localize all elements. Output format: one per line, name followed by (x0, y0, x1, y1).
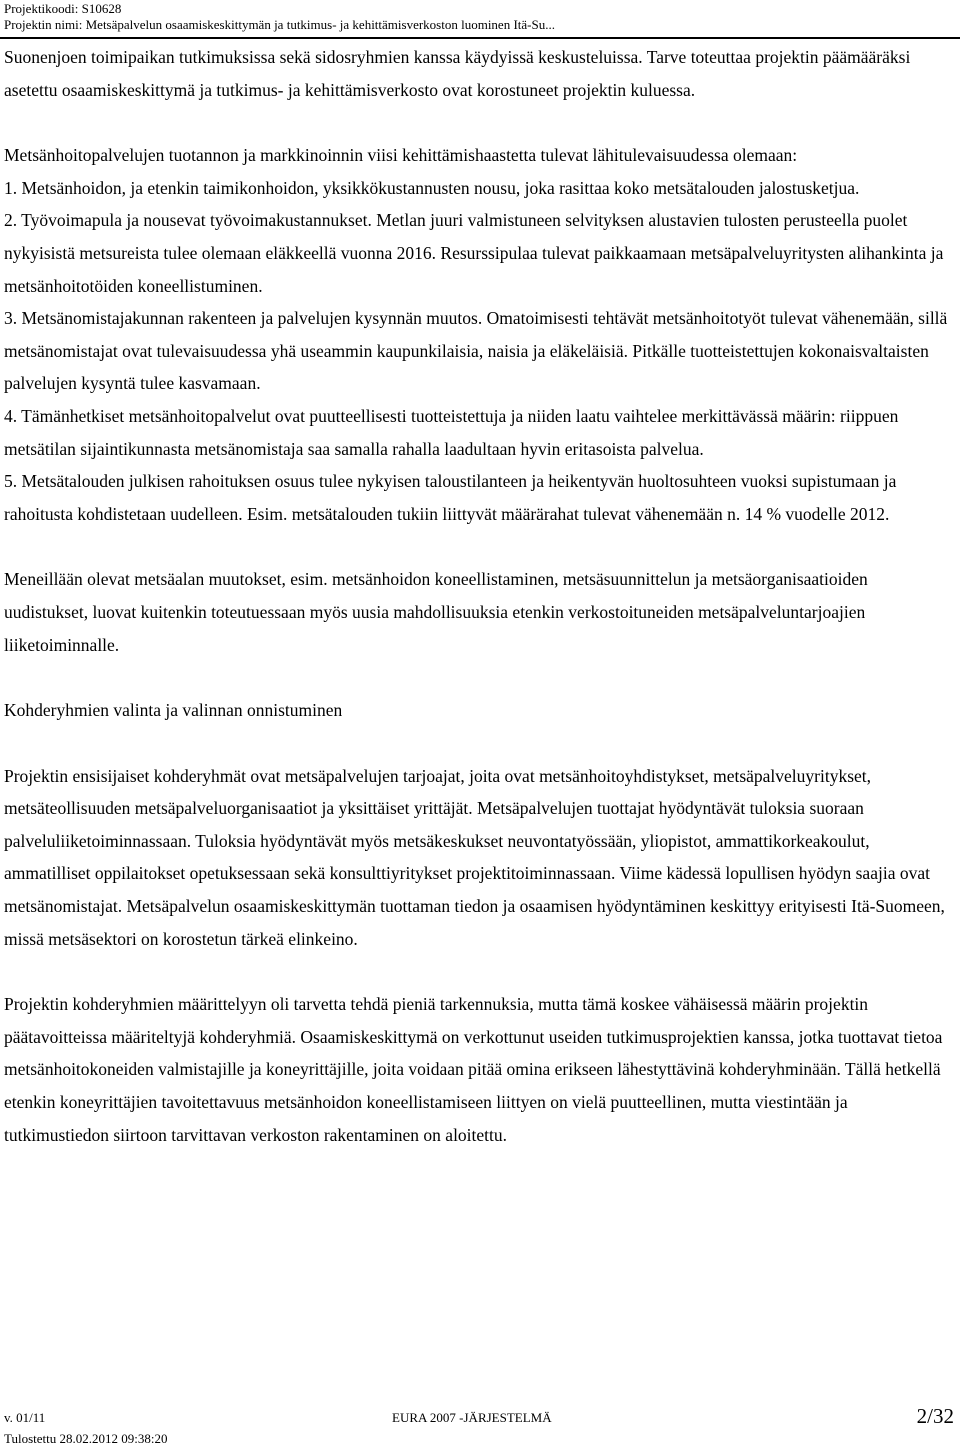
paragraph-target-groups: Projektin ensisijaiset kohderyhmät ovat metsäpalvelujen tarjoajat, joita ovat metsänhoitoyhdistykset, metsäpalveluyritykset, metsäteollisuuden metsäpalveluorganisaatiot ja yksittäiset yrittäjät. Metsäpalvelujen tuottajat hyödyntävät tuloksia suoraan palveluliiketoiminnassaan. Tuloksia hyödyntävät myös metsäkeskukset neuvontatyössään, yliopistot, ammattikorkeakoulut, ammatilliset oppilaitokset opetuksessaan sekä konsulttiyritykset projektitoiminnassaan. Viime kädessä lopullisen hyödyn saajia ovat metsänomistajat. Metsäpalvelun osaamiskeskittymän tuottaman tiedon ja osaamisen hyödyntäminen keskittyy erityisesti Itä-Suomeen, missä metsäsektori on korostetun tärkeä elinkeino. (4, 765, 945, 949)
list-item-challenge-4: 4. Tämänhetkiset metsänhoitopalvelut ovat puutteellisesti tuotteistettuja ja niiden laatu vaihtelee merkittävässä määrin: riippuen metsätilan sijaintikunnasta metsänomistaja saa samalla rahalla laadultaan hyvin eritasoista palvelua. (4, 405, 899, 459)
document-body (4, 41, 956, 1151)
list-item-challenge-5: 5. Metsätalouden julkisen rahoituksen osuus tulee nykyisen taloustilanteen ja heikentyvän huoltosuhteen vuoksi supistumaan ja rahoitusta kohdistetaan uudelleen. Esim. metsätalouden tukiin liittyvät määrärahat tulevat vähenemään n. 14 % vuodelle 2012. (4, 471, 897, 524)
list-item-challenge-2: 2. Työvoimapula ja nousevat työvoimakustannukset. Metlan juuri valmistuneen selvityksen alustavien tulosten perusteella puolet nykyisistä metsureista tulee olemaan eläkkeellä vuonna 2016. Resurssipulaa tulevat paikkaamaan metsäpalveluyritysten alihankinta ja metsänhoitotöiden koneellistuminen. (4, 210, 944, 296)
section-heading: Kohderyhmien valinta ja valinnan onnistuminen (4, 700, 343, 721)
paragraph-changes: Meneillään olevat metsäalan muutokset, esim. metsänhoidon koneellistaminen, metsäsuunnittelun ja metsäorganisaatioiden uudistukset, luovat kuitenkin toteutuessaan myös uusia mahdollisuuksia etenkin verkostoituneiden metsäpalveluntarjoajien liiketoiminnalle. (4, 569, 868, 655)
list-item-challenge-1: 1. Metsänhoidon, ja etenkin taimikonhoidon, yksikkökustannusten nousu, joka rasittaa koko metsätalouden jalostusketjua. (4, 177, 860, 198)
print-timestamp: Tulostettu 28.02.2012 09:38:20 (4, 1431, 168, 1446)
version-label: v. 01/11 (4, 1410, 46, 1425)
paragraph-intro: Suonenjoen toimipaikan tutkimuksissa sekä sidosryhmien kanssa käydyissä keskusteluissa. Tarve toteuttaa projektin päämääräksi asetettu osaamiskeskittymä ja tutkimus- ja kehittämisverkosto ovat korostuneet projektin kuluessa. (4, 47, 911, 100)
project-name: Projektin nimi: Metsäpalvelun osaamiskeskittymän ja tutkimus- ja kehittämisverkoston luominen Itä-Su... (4, 17, 555, 32)
page-footer (0, 1404, 960, 1449)
page-header (4, 1, 956, 33)
system-name: EURA 2007 -JÄRJESTELMÄ (392, 1410, 552, 1425)
project-code: Projektikoodi: S10628 (4, 1, 122, 16)
paragraph-challenges-intro: Metsänhoitopalvelujen tuotannon ja markkinoinnin viisi kehittämishaastetta tulevat lähitulevaisuudessa olemaan: (4, 145, 798, 166)
header-divider (0, 37, 960, 39)
paragraph-target-refinement: Projektin kohderyhmien määrittelyyn oli tarvetta tehdä pieniä tarkennuksia, mutta tämä koskee vähäisessä määrin projektin päätavoitteissa määriteltyjä kohderyhmiä. Osaamiskeskittymä on verkottunut useiden tutkimusprojektien kanssa, jotka tuottavat tietoa metsänhoitokoneiden valmistajille ja koneyrittäjille, joita voidaan pitää omina erikseen lähestyttävinä kohderyhminään. Tällä hetkellä etenkin koneyrittäjien tavoitettavuus metsänhoidon koneellistamiseen liittyen on vielä puutteellinen, mutta viestintään ja tutkimustiedon siirtoon tarvittavan verkoston rakentaminen on aloitettu. (4, 994, 943, 1145)
list-item-challenge-3: 3. Metsänomistajakunnan rakenteen ja palvelujen kysynnän muutos. Omatoimisesti tehtävät metsänhoitotyöt tulevat vähenemään, sillä metsänomistajat ovat tulevaisuudessa yhä useammin kaupunkilaisia, naisia ja eläkeläisiä. Pitkälle tuotteistettujen kokonaisvaltaisten palvelujen kysyntä tulee kasvamaan. (4, 308, 948, 394)
page-number: 2/32 (916, 1404, 954, 1428)
